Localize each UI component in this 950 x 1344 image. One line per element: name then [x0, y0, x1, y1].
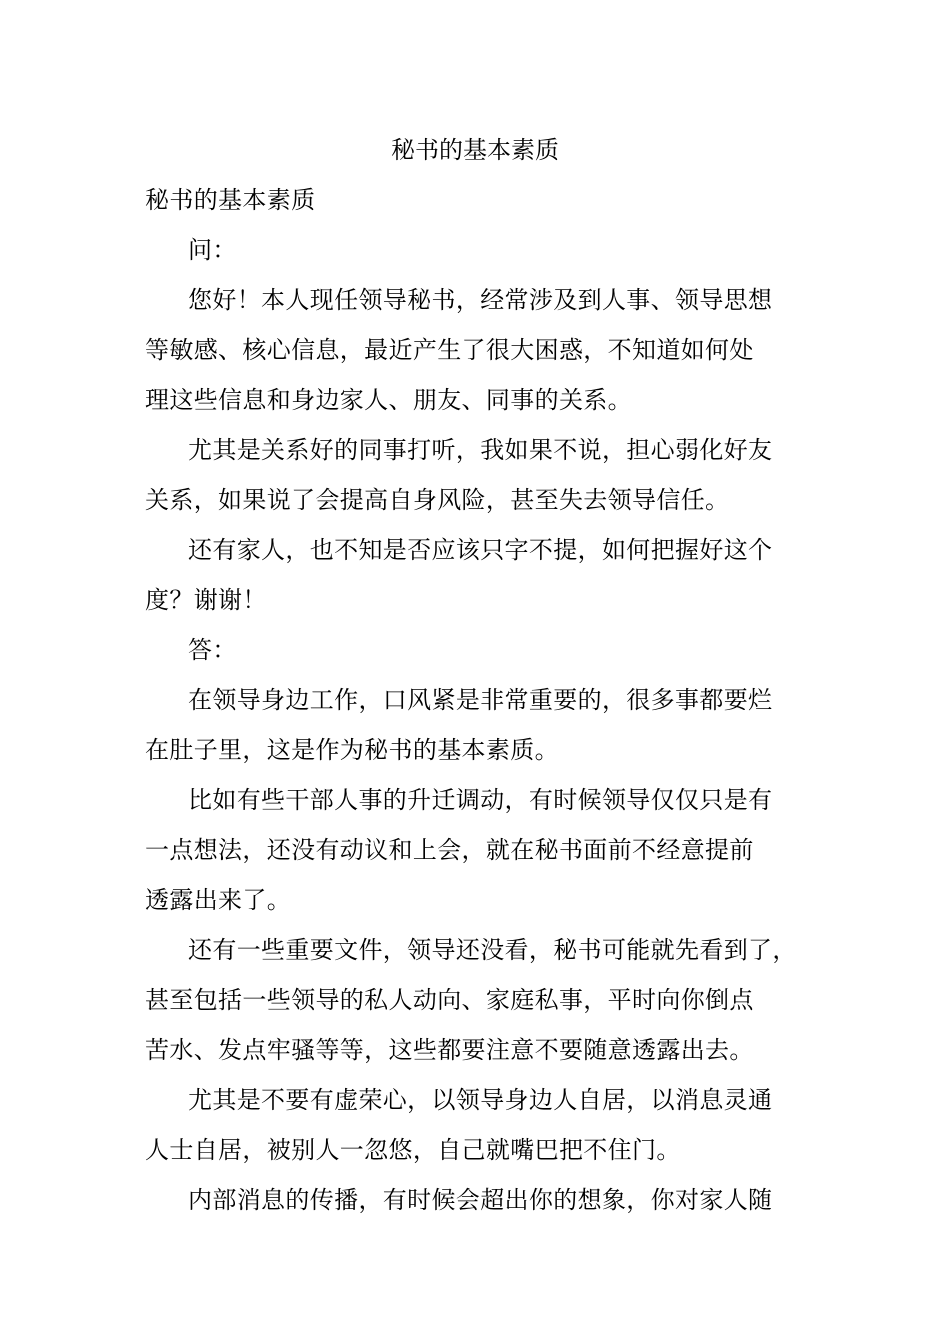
paragraph-line: 苦水、发点牢骚等等，这些都要注意不要随意透露出去。: [145, 1036, 754, 1064]
paragraph-line: 度？谢谢！: [145, 586, 267, 614]
document-title: 秘书的基本素质: [391, 136, 559, 164]
paragraph-line: 还有一些重要文件，领导还没看，秘书可能就先看到了，: [188, 936, 797, 964]
document-subtitle: 秘书的基本素质: [145, 186, 316, 214]
paragraph-line: 在肚子里，这是作为秘书的基本素质。: [145, 736, 559, 764]
paragraph-line: 还有家人，也不知是否应该只字不提，如何把握好这个: [188, 536, 773, 564]
paragraph-line: 一点想法，还没有动议和上会，就在秘书面前不经意提前: [145, 836, 754, 864]
paragraph-line: 人士自居，被别人一忽悠，自己就嘴巴把不住门。: [145, 1136, 681, 1164]
paragraph-line: 在领导身边工作，口风紧是非常重要的，很多事都要烂: [188, 686, 773, 714]
paragraph-line: 您好！本人现任领导秘书，经常涉及到人事、领导思想: [188, 286, 773, 314]
paragraph-line: 等敏感、核心信息，最近产生了很大困惑，不知道如何处: [145, 336, 754, 364]
paragraph-line: 理这些信息和身边家人、朋友、同事的关系。: [145, 386, 632, 414]
answer-label: 答：: [188, 636, 237, 664]
paragraph-line: 内部消息的传播，有时候会超出你的想象，你对家人随: [188, 1186, 773, 1214]
paragraph-line: 尤其是不要有虚荣心，以领导身边人自居，以消息灵通: [188, 1086, 773, 1114]
paragraph-line: 甚至包括一些领导的私人动向、家庭私事，平时向你倒点: [145, 986, 754, 1014]
paragraph-line: 关系，如果说了会提高自身风险，甚至失去领导信任。: [145, 486, 730, 514]
paragraph-line: 透露出来了。: [145, 886, 292, 914]
paragraph-line: 尤其是关系好的同事打听，我如果不说，担心弱化好友: [188, 436, 773, 464]
paragraph-line: 比如有些干部人事的升迁调动，有时候领导仅仅只是有: [188, 786, 773, 814]
question-label: 问：: [188, 236, 237, 264]
